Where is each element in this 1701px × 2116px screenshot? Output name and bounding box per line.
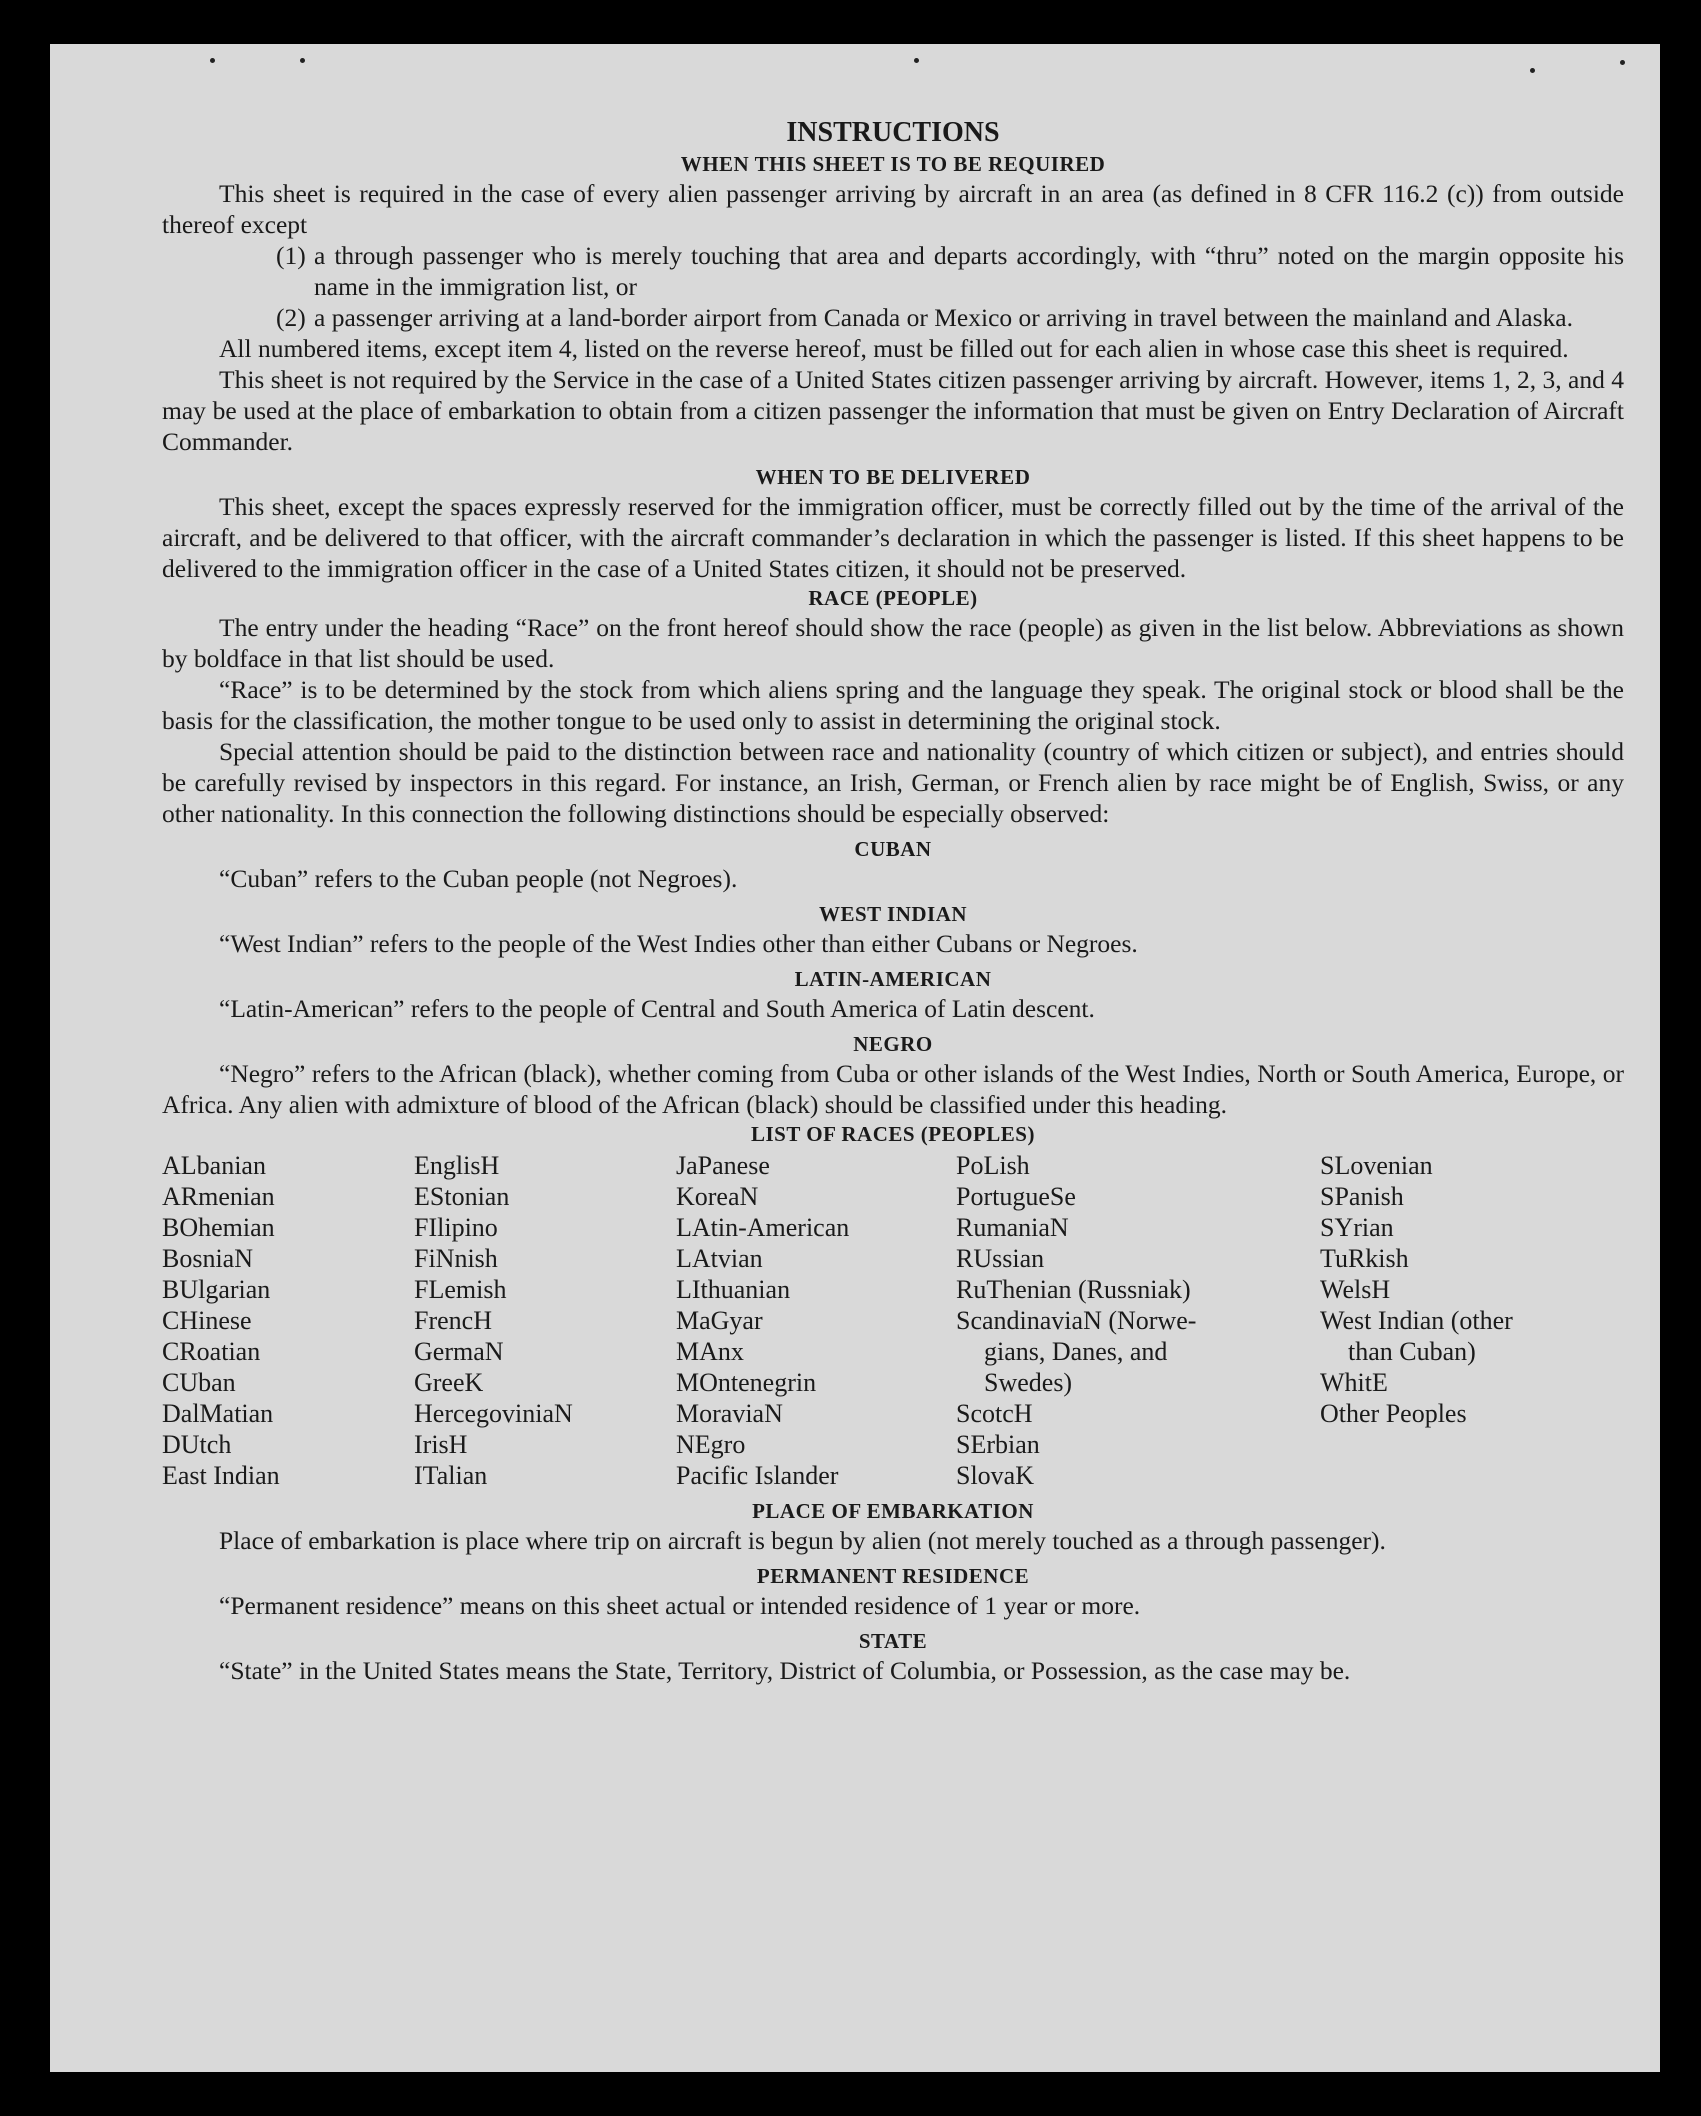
cuban-text: “Cuban” refers to the Cuban people (not Negroes). bbox=[219, 864, 738, 893]
race-entry: KoreaN bbox=[676, 1182, 759, 1211]
race-entry: LAtin-American bbox=[676, 1213, 850, 1242]
speck bbox=[210, 58, 215, 63]
race-entry-continued: than Cuban) bbox=[1348, 1337, 1476, 1366]
race-entry: PoLish bbox=[956, 1151, 1030, 1180]
race-entry: RumaniaN bbox=[956, 1213, 1069, 1242]
race-entry: PortugueSe bbox=[956, 1182, 1076, 1211]
heading-race: RACE (PEOPLE) bbox=[808, 586, 978, 610]
race-entry: DUtch bbox=[162, 1430, 232, 1459]
heading-list-of-races: LIST OF RACES (PEOPLES) bbox=[751, 1122, 1035, 1146]
race-entry: MoraviaN bbox=[676, 1399, 783, 1428]
race-entry: NEgro bbox=[676, 1430, 746, 1459]
item-number: (2) bbox=[276, 303, 306, 332]
race-paragraph-2: “Race” is to be determined by the stock from which aliens spring and the language they speak. The original stock or blood shall be the basis for the classification, the mother tongue to be used only to assist in determining the original stock. bbox=[162, 675, 1624, 735]
race-entry-continued: gians, Danes, and bbox=[984, 1337, 1168, 1366]
speck bbox=[300, 58, 305, 63]
race-entry: LAtvian bbox=[676, 1244, 763, 1273]
races-column-1 bbox=[162, 1150, 414, 1491]
item-text: a passenger arriving at a land-border airport from Canada or Mexico or arriving in travel between the mainland and Alaska. bbox=[314, 303, 1573, 332]
page-title: INSTRUCTIONS bbox=[786, 117, 1000, 148]
race-entry: HercegoviniaN bbox=[414, 1399, 573, 1428]
residence-text: “Permanent residence” means on this sheet actual or intended residence of 1 year or more. bbox=[219, 1591, 1141, 1620]
heading-west-indian: WEST INDIAN bbox=[818, 902, 968, 926]
race-entry: JaPanese bbox=[676, 1151, 770, 1180]
race-entry: EStonian bbox=[414, 1182, 510, 1211]
races-column-4 bbox=[956, 1150, 1320, 1491]
race-entry: SLovenian bbox=[1320, 1151, 1433, 1180]
required-intro: This sheet is required in the case of every alien passenger arriving by aircraft in an area (as defined in 8 CFR 116.2 (c)) from outside thereof except bbox=[162, 179, 1624, 239]
race-entry: FIlipino bbox=[414, 1213, 498, 1242]
race-entry: Pacific Islander bbox=[676, 1461, 839, 1490]
races-column-2 bbox=[414, 1150, 676, 1491]
race-entry: MAnx bbox=[676, 1337, 744, 1366]
heading-when-delivered: WHEN TO BE DELIVERED bbox=[755, 465, 1031, 489]
race-paragraph-1: The entry under the heading “Race” on the front hereof should show the race (people) as given in the list below. Abbreviations as shown by boldface in that list should be used. bbox=[162, 613, 1624, 673]
race-entry: Other Peoples bbox=[1320, 1399, 1467, 1428]
race-entry-continued: Swedes) bbox=[984, 1368, 1073, 1397]
speck bbox=[914, 58, 919, 63]
heading-state: STATE bbox=[858, 1629, 928, 1653]
race-entry: WelsH bbox=[1320, 1275, 1391, 1304]
race-entry: GermaN bbox=[414, 1337, 504, 1366]
race-entry: SYrian bbox=[1320, 1213, 1394, 1242]
race-entry: EnglisH bbox=[414, 1151, 500, 1180]
citizen-paragraph: This sheet is not required by the Service in the case of a United States citizen passenger arriving by aircraft. However, items 1, 2, 3, and 4 may be used at the place of embarkation to obtain from a citizen passenger the information that must be given on Entry Declaration of Aircraft Commander. bbox=[162, 365, 1624, 456]
race-entry: MaGyar bbox=[676, 1306, 763, 1335]
race-entry: TuRkish bbox=[1320, 1244, 1409, 1273]
heading-when-required: WHEN THIS SHEET IS TO BE REQUIRED bbox=[680, 152, 1106, 176]
heading-cuban: CUBAN bbox=[854, 837, 932, 861]
delivery-paragraph: This sheet, except the spaces expressly reserved for the immigration officer, must be correctly filled out by the time of the arrival of the aircraft, and be delivered to that officer, with the aircraft commander’s declaration in which the passenger is listed. If this sheet happens to be delivered to the immigration officer in the case of a United States citizen, it should not be preserved. bbox=[162, 492, 1624, 583]
document-sheet bbox=[50, 44, 1660, 2072]
races-column-5 bbox=[1320, 1150, 1580, 1491]
race-entry: ITalian bbox=[414, 1461, 488, 1490]
race-entry: FrencH bbox=[414, 1306, 492, 1335]
negro-text: “Negro” refers to the African (black), whether coming from Cuba or other islands of the West Indies, North or South America, Europe, or Africa. Any alien with admixture of blood of the African (black) should be classified under this heading. bbox=[162, 1059, 1624, 1119]
race-entry: IrisH bbox=[414, 1430, 468, 1459]
race-entry: GreeK bbox=[414, 1368, 484, 1397]
numbered-items-paragraph: All numbered items, except item 4, listed on the reverse hereof, must be filled out for each alien in whose case this sheet is required. bbox=[219, 334, 1569, 363]
instructions-content bbox=[162, 116, 1624, 1686]
race-entry: CUban bbox=[162, 1368, 236, 1397]
race-entry: West Indian (other bbox=[1320, 1306, 1513, 1335]
race-entry: East Indian bbox=[162, 1461, 280, 1490]
exception-item bbox=[162, 240, 1624, 302]
race-entry: SErbian bbox=[956, 1430, 1040, 1459]
race-entry: BUlgarian bbox=[162, 1275, 271, 1304]
race-entry: CHinese bbox=[162, 1306, 252, 1335]
latin-american-text: “Latin-American” refers to the people of Central and South America of Latin descent. bbox=[219, 994, 1095, 1023]
race-entry: ARmenian bbox=[162, 1182, 275, 1211]
embarkation-text: Place of embarkation is place where trip on aircraft is begun by alien (not merely touched as a through passenger). bbox=[219, 1526, 1386, 1555]
race-entry: FLemish bbox=[414, 1275, 507, 1304]
race-entry: DalMatian bbox=[162, 1399, 274, 1428]
race-entry: ScandinaviaN (Norwe- bbox=[956, 1306, 1197, 1335]
heading-embarkation: PLACE OF EMBARKATION bbox=[752, 1499, 1034, 1523]
speck bbox=[1620, 60, 1625, 65]
west-indian-text: “West Indian” refers to the people of the West Indies other than either Cubans or Negroes. bbox=[219, 929, 1138, 958]
race-entry: SlovaK bbox=[956, 1461, 1034, 1490]
race-entry: ScotcH bbox=[956, 1399, 1033, 1428]
race-entry: RUssian bbox=[956, 1244, 1045, 1273]
race-entry: FiNnish bbox=[414, 1244, 498, 1273]
race-entry: ALbanian bbox=[162, 1151, 266, 1180]
races-list bbox=[162, 1150, 1624, 1491]
speck bbox=[1530, 68, 1535, 73]
heading-latin-american: LATIN-AMERICAN bbox=[794, 967, 992, 991]
heading-negro: NEGRO bbox=[853, 1032, 933, 1056]
exception-item bbox=[162, 302, 1624, 333]
race-entry: MOntenegrin bbox=[676, 1368, 817, 1397]
heading-permanent-residence: PERMANENT RESIDENCE bbox=[756, 1564, 1030, 1588]
race-entry: SPanish bbox=[1320, 1182, 1404, 1211]
race-paragraph-3: Special attention should be paid to the distinction between race and nationality (country of which citizen or subject), and entries should be carefully revised by inspectors in this regard. For instance, an Irish, German, or French alien by race might be of English, Swiss, or any other nationality. In this connection the following distinctions should be especially observed: bbox=[162, 737, 1624, 828]
race-entry: BOhemian bbox=[162, 1213, 275, 1242]
race-entry: CRoatian bbox=[162, 1337, 261, 1366]
item-number: (1) bbox=[276, 241, 306, 270]
races-column-3 bbox=[676, 1150, 956, 1491]
race-entry: BosniaN bbox=[162, 1244, 253, 1273]
state-text: “State” in the United States means the State, Territory, District of Columbia, or Possession, as the case may be. bbox=[219, 1656, 1351, 1685]
race-entry: LIthuanian bbox=[676, 1275, 791, 1304]
race-entry: WhitE bbox=[1320, 1368, 1388, 1397]
item-text: a through passenger who is merely touching that area and departs accordingly, with “thru” noted on the margin opposite his name in the immigration list, or bbox=[314, 241, 1624, 301]
race-entry: RuThenian (Russniak) bbox=[956, 1275, 1191, 1304]
